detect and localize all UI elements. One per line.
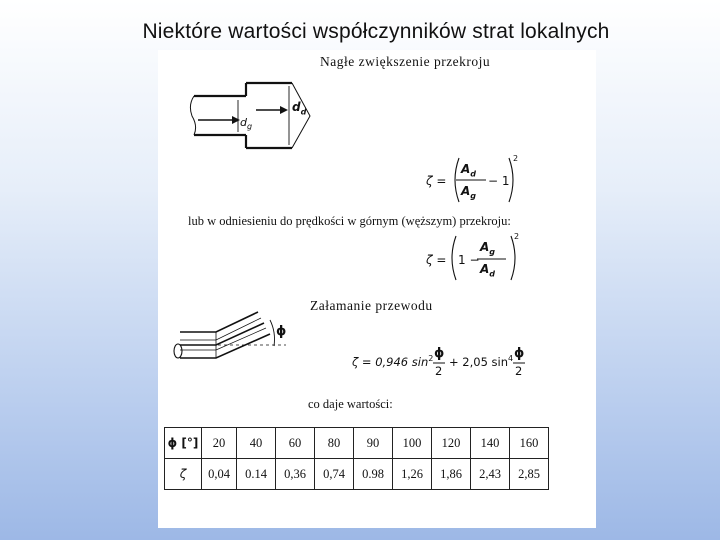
formula3-part2: + 2,05 $\sin^4$	[449, 354, 514, 369]
table-cell: 20	[202, 428, 237, 459]
document-image	[158, 50, 596, 528]
formula3-phi1: ϕ	[434, 346, 445, 361]
table-cell: 160	[510, 428, 549, 459]
row-header-phi: ϕ [°]	[165, 428, 202, 459]
table-cell: 2,43	[471, 459, 510, 490]
formula2-exponent: 2	[514, 232, 520, 241]
formula2-head: 1 −	[458, 253, 480, 267]
table-cell: 0.14	[237, 459, 276, 490]
formula3-phi2: ϕ	[514, 346, 525, 361]
table-cell: 0,74	[315, 459, 354, 490]
loss-coefficient-table	[164, 427, 549, 490]
formula1-tail: − 1	[488, 174, 510, 188]
table-cell: 140	[471, 428, 510, 459]
table-cell: 100	[393, 428, 432, 459]
table-cell: 2,85	[510, 459, 549, 490]
table-cell: 60	[276, 428, 315, 459]
formula3-div2: 2	[515, 364, 523, 378]
table-cell: 120	[432, 428, 471, 459]
table-row-phi	[165, 428, 549, 459]
formula3-part1: ζ = 0,946 $\sin^2$	[352, 354, 434, 369]
formula3-div1: 2	[435, 364, 443, 378]
row-header-zeta: ζ	[165, 459, 202, 490]
label-small-diameter: $d_g$	[240, 116, 253, 132]
formula1-lhs: ζ =	[426, 174, 447, 188]
formula2-lhs: ζ =	[426, 253, 447, 267]
table-cell: 80	[315, 428, 354, 459]
bend-angle-label: ϕ	[276, 324, 287, 339]
table-cell: 40	[237, 428, 276, 459]
table-cell: 90	[354, 428, 393, 459]
pipe-bend-diagram	[174, 312, 286, 358]
note-values: co daje wartości:	[308, 397, 393, 411]
heading-pipe-bend: Załamanie przewodu	[310, 298, 433, 313]
formula1-exponent: 2	[513, 154, 519, 163]
label-large-diameter: $d_d$	[292, 100, 307, 117]
formula2-numerator: $A_g$	[480, 240, 496, 257]
formula1-denominator: $A_g$	[461, 184, 477, 201]
table-cell: 0,04	[202, 459, 237, 490]
note-narrow-section: lub w odniesieniu do prędkości w górnym (węższym) przekroju:	[188, 214, 511, 228]
slide-title: Niektóre wartości współczynników strat lokalnych	[142, 20, 610, 43]
table-row-zeta	[165, 459, 549, 490]
formula1-numerator: $A_d$	[461, 162, 477, 179]
heading-sudden-enlargement: Nagłe zwiększenie przekroju	[320, 54, 491, 69]
table-cell: 1,86	[432, 459, 471, 490]
table-cell: 0,36	[276, 459, 315, 490]
table-cell: 1,26	[393, 459, 432, 490]
table-cell: 0.98	[354, 459, 393, 490]
formula2-denominator: $A_d$	[480, 262, 496, 279]
